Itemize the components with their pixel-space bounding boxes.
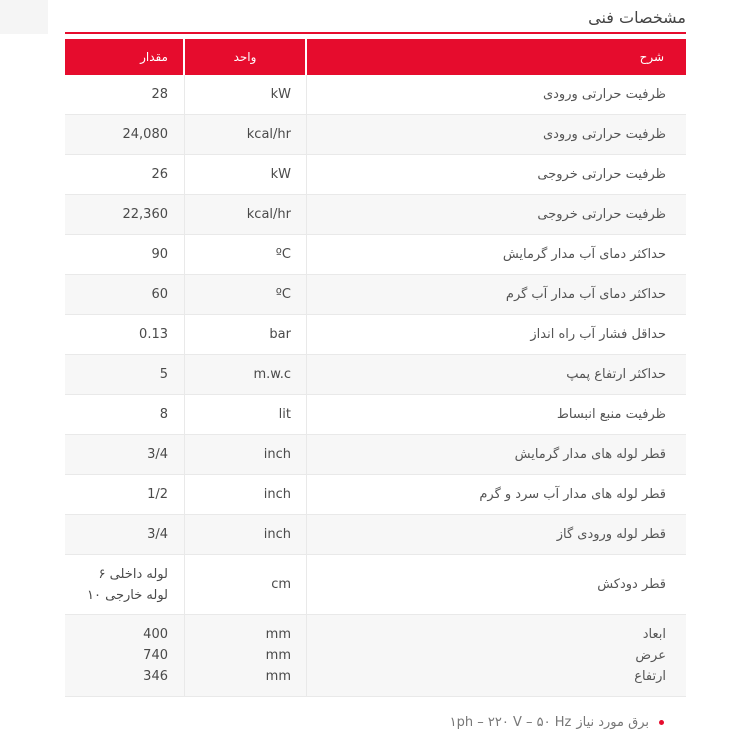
desc-cell-line: ظرفیت منبع انبساط	[556, 407, 666, 422]
table-row	[65, 395, 686, 435]
desc-cell	[307, 315, 686, 354]
table-row	[65, 355, 686, 395]
unit-cell	[185, 315, 307, 354]
value-cell-line: 400	[143, 627, 168, 642]
unit-cell-line: inch	[263, 447, 291, 462]
value-cell	[65, 115, 185, 154]
table-row	[65, 155, 686, 195]
unit-cell	[185, 155, 307, 194]
table-body	[65, 75, 686, 697]
table-row	[65, 475, 686, 515]
table-header-row	[65, 39, 686, 75]
desc-cell	[307, 195, 686, 234]
value-cell-line: 24,080	[122, 127, 168, 142]
unit-cell-line: kW	[270, 87, 291, 102]
unit-cell-line: inch	[263, 527, 291, 542]
value-cell-line: 346	[143, 669, 168, 684]
value-cell-line: 0.13	[139, 327, 168, 342]
unit-cell	[185, 615, 307, 696]
unit-cell	[185, 515, 307, 554]
desc-cell-line: قطر لوله های مدار آب سرد و گرم	[479, 487, 666, 502]
desc-cell	[307, 435, 686, 474]
unit-cell-line: kcal/hr	[246, 207, 291, 222]
unit-cell	[185, 355, 307, 394]
desc-cell-line: حداکثر دمای آب مدار گرمایش	[502, 247, 666, 262]
value-cell-line: 28	[151, 87, 168, 102]
desc-cell	[307, 155, 686, 194]
unit-cell-line: mm	[265, 648, 291, 663]
unit-cell-line: lit	[278, 407, 291, 422]
value-cell	[65, 315, 185, 354]
desc-cell-line: قطر لوله های مدار گرمایش	[514, 447, 666, 462]
value-cell	[65, 235, 185, 274]
value-cell-line: 60	[151, 287, 168, 302]
table-row	[65, 515, 686, 555]
tab-corner-fragment	[0, 0, 48, 34]
value-cell-line: 22,360	[122, 207, 168, 222]
desc-cell	[307, 475, 686, 514]
desc-cell	[307, 515, 686, 554]
bullet-icon	[659, 720, 664, 725]
unit-cell	[185, 275, 307, 314]
value-cell	[65, 615, 185, 696]
note-label: برق مورد نیاز	[576, 715, 649, 730]
table-row	[65, 115, 686, 155]
value-cell-line: ۱۰ لوله خارجی	[87, 587, 168, 603]
table-row	[65, 235, 686, 275]
desc-cell-line: حداکثر دمای آب مدار آب گرم	[505, 287, 666, 302]
header-desc: شرح	[307, 39, 686, 75]
spec-table	[65, 39, 686, 697]
value-cell	[65, 195, 185, 234]
desc-cell-line: قطر دودکش	[597, 577, 666, 592]
value-cell-line: 5	[159, 367, 168, 382]
desc-cell-line: قطر لوله ورودی گاز	[556, 527, 666, 542]
value-cell	[65, 275, 185, 314]
value-cell-line: 8	[159, 407, 168, 422]
value-cell-line: 740	[143, 648, 168, 663]
value-cell	[65, 395, 185, 434]
unit-cell-line: ºC	[275, 287, 291, 302]
unit-cell	[185, 195, 307, 234]
value-cell-line: 3/4	[147, 527, 168, 542]
unit-cell-line: mm	[265, 627, 291, 642]
desc-cell-line: ظرفیت حرارتی خروجی	[537, 167, 666, 182]
unit-cell	[185, 75, 307, 114]
desc-cell-line: ظرفیت حرارتی خروجی	[537, 207, 666, 222]
unit-cell	[185, 395, 307, 434]
desc-cell-line: ارتفاع	[634, 669, 666, 684]
table-row	[65, 195, 686, 235]
unit-cell-line: bar	[269, 327, 291, 342]
value-cell-line: 3/4	[147, 447, 168, 462]
unit-cell-line: ºC	[275, 247, 291, 262]
value-cell	[65, 75, 185, 114]
note-value: ۱ph – ۲۲۰ V – ۵۰ Hz	[449, 715, 572, 730]
desc-cell	[307, 115, 686, 154]
desc-cell-line: ابعاد	[642, 627, 666, 642]
red-accent-line	[65, 32, 686, 34]
desc-cell	[307, 395, 686, 434]
unit-cell	[185, 475, 307, 514]
desc-cell-line: حداقل فشار آب راه انداز	[530, 327, 666, 342]
desc-cell	[307, 555, 686, 614]
table-row	[65, 615, 686, 697]
table-row	[65, 555, 686, 615]
power-note	[65, 714, 686, 732]
value-cell	[65, 475, 185, 514]
value-cell	[65, 515, 185, 554]
value-cell	[65, 355, 185, 394]
unit-cell-line: kcal/hr	[246, 127, 291, 142]
value-cell	[65, 555, 185, 614]
value-cell	[65, 155, 185, 194]
value-cell-line: 26	[151, 167, 168, 182]
desc-cell	[307, 75, 686, 114]
table-row	[65, 275, 686, 315]
unit-cell	[185, 115, 307, 154]
unit-cell	[185, 235, 307, 274]
tab-panel	[65, 0, 686, 732]
desc-cell	[307, 615, 686, 696]
table-row	[65, 435, 686, 475]
unit-cell-line: mm	[265, 669, 291, 684]
value-cell-line: ۶ لوله داخلی	[98, 566, 168, 582]
table-row	[65, 75, 686, 115]
desc-cell	[307, 275, 686, 314]
value-cell-line: 90	[151, 247, 168, 262]
table-row	[65, 315, 686, 355]
unit-cell-line: inch	[263, 487, 291, 502]
unit-cell	[185, 555, 307, 614]
desc-cell	[307, 235, 686, 274]
desc-cell-line: عرض	[635, 648, 666, 663]
header-unit: واحد	[185, 39, 307, 75]
header-value: مقدار	[65, 39, 185, 75]
unit-cell-line: m.w.c	[253, 367, 291, 382]
section-title: مشخصات فنی	[588, 8, 686, 27]
unit-cell-line: cm	[271, 577, 291, 592]
desc-cell-line: حداکثر ارتفاع پمپ	[566, 367, 666, 382]
desc-cell-line: ظرفیت حرارتی ورودی	[542, 127, 666, 142]
desc-cell	[307, 355, 686, 394]
unit-cell-line: kW	[270, 167, 291, 182]
value-cell	[65, 435, 185, 474]
desc-cell-line: ظرفیت حرارتی ورودی	[542, 87, 666, 102]
unit-cell	[185, 435, 307, 474]
value-cell-line: 1/2	[147, 487, 168, 502]
